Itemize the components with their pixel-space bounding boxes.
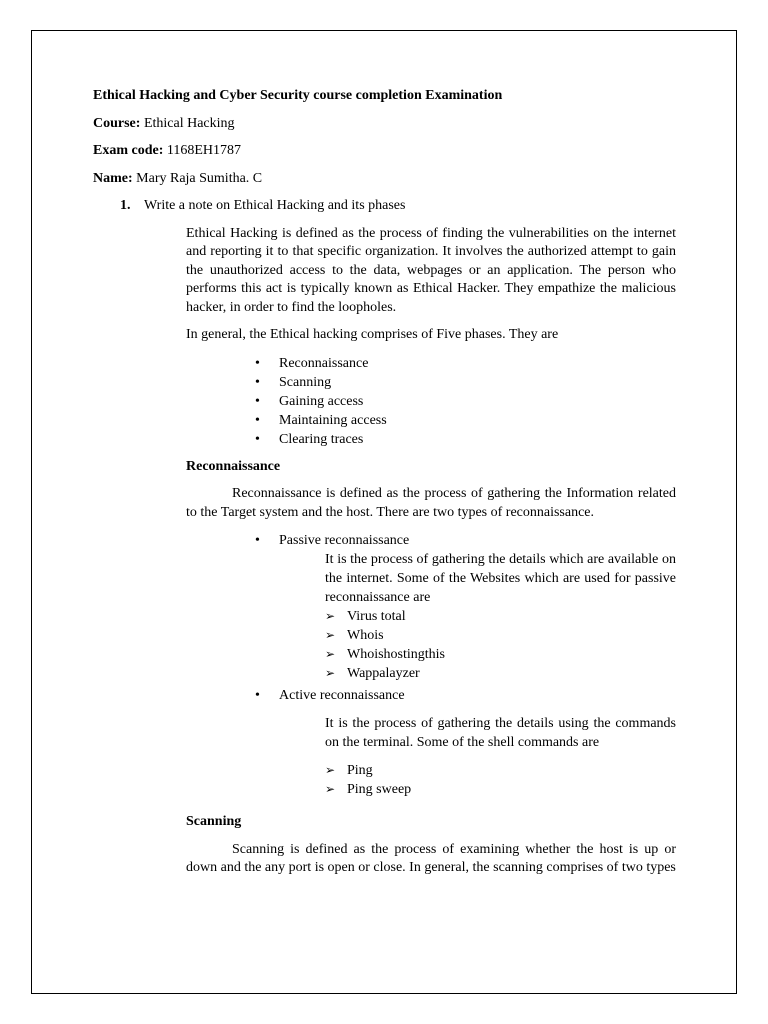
passive-recon-item — [279, 531, 676, 683]
active-recon-text: It is the process of gathering the details using the commands on the terminal. Some of the shell commands are — [325, 716, 676, 750]
exam-code-label: Exam code: — [93, 143, 164, 158]
phase-item: • Clearing traces — [279, 430, 676, 449]
exam-code-value: 1168EH1787 — [166, 143, 242, 158]
name-label: Name: — [93, 170, 133, 186]
recon-types-list — [186, 531, 676, 799]
active-recon-label: • Active reconnaissance — [279, 688, 405, 703]
course-label: Course: — [93, 115, 141, 131]
scanning-heading: Scanning — [186, 814, 242, 829]
phase-item: • Maintaining access — [279, 411, 676, 430]
phase-item: • Reconnaissance — [279, 354, 676, 373]
tool-item: ➢ Whoishostingthis — [347, 645, 676, 664]
name-line — [93, 170, 676, 189]
active-commands-list — [279, 761, 676, 799]
document-body — [93, 87, 676, 887]
command-item: ➢ Ping sweep — [347, 780, 676, 799]
passive-tools-list — [279, 607, 676, 683]
phase-item: • Scanning — [279, 373, 676, 392]
course-value: Ethical Hacking — [143, 115, 235, 131]
tool-item: ➢ Whois — [347, 626, 676, 645]
course-line — [93, 115, 676, 134]
question-number: 1. — [120, 198, 131, 213]
scanning-paragraph: Scanning is defined as the process of examining whether the host is up or down and the any port is open or close. In general, the scanning comprises of two types — [186, 841, 676, 875]
command-item: ➢ Ping — [347, 761, 676, 780]
question-1 — [93, 197, 676, 216]
phases-list — [186, 354, 676, 449]
passive-recon-text: It is the process of gathering the details which are available on the internet. Some of the Websites which are used for passive reconnaissance are — [325, 552, 676, 605]
exam-code-line — [93, 142, 676, 161]
exam-title: Ethical Hacking and Cyber Security course completion Examination — [93, 88, 503, 103]
phases-intro: In general, the Ethical hacking comprises of Five phases. They are — [186, 327, 559, 342]
reconnaissance-paragraph: Reconnaissance is defined as the process of gathering the Information related to the Target system and the host. There are two types of reconnaissance. — [186, 486, 676, 520]
answer-block — [186, 225, 676, 878]
passive-recon-label: • Passive reconnaissance — [279, 533, 409, 548]
reconnaissance-heading: Reconnaissance — [186, 458, 281, 474]
name-value: Mary Raja Sumitha. C — [136, 170, 263, 186]
phase-item: • Gaining access — [279, 392, 676, 411]
intro-paragraph: Ethical Hacking is defined as the process of finding the vulnerabilities on the internet and reporting it to that specific organization. It involves the authorized attempt to gain the unauthorized access to the data, webpages or an application. The person who performs this act is typically known as Ethical Hacker. They empathize the malicious hacker, in order to find the loopholes. — [186, 225, 676, 315]
tool-item: ➢ Wappalayzer — [347, 664, 676, 683]
question-text: Write a note on Ethical Hacking and its phases — [144, 198, 406, 213]
tool-item: ➢ Virus total — [347, 607, 676, 626]
active-recon-item — [279, 686, 676, 799]
